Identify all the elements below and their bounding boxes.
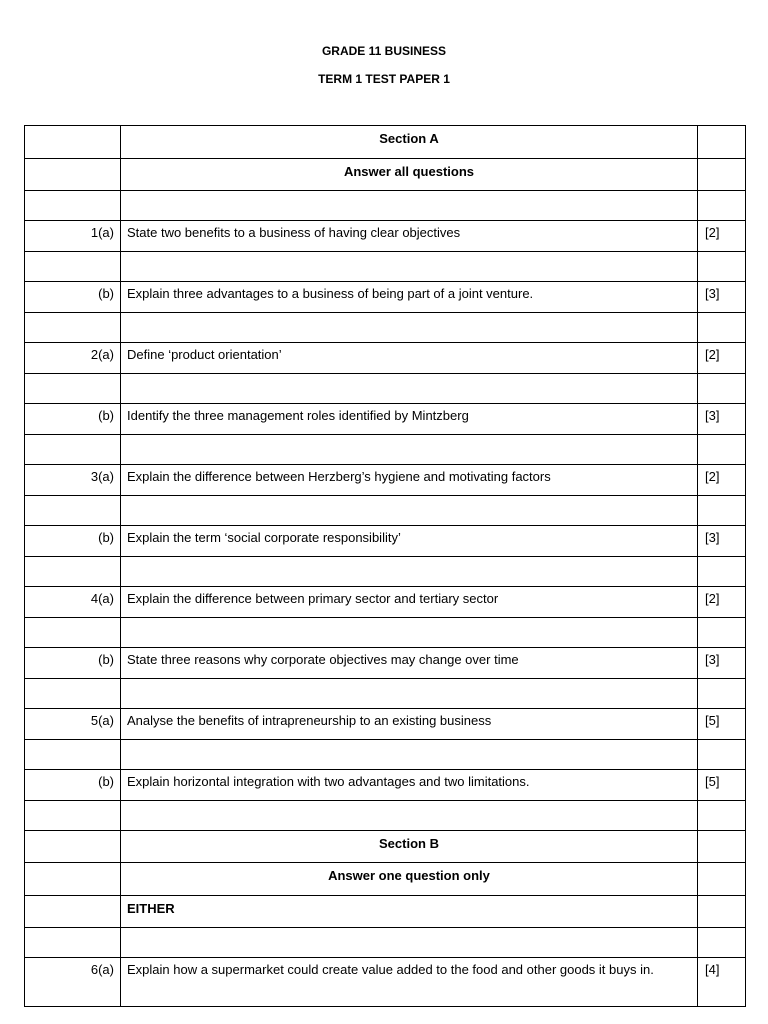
question-text: State two benefits to a business of having clear objectives	[121, 220, 698, 252]
empty-cell	[698, 435, 746, 465]
question-row	[25, 708, 746, 740]
question-number: (b)	[25, 525, 121, 557]
empty-cell	[121, 496, 698, 526]
empty-cell	[25, 928, 121, 958]
section-a-instruction: Answer all questions	[121, 158, 698, 191]
question-marks: [2]	[698, 464, 746, 496]
empty-cell	[25, 435, 121, 465]
empty-cell	[698, 863, 746, 896]
question-number: 4(a)	[25, 586, 121, 618]
empty-cell	[121, 679, 698, 709]
empty-cell	[25, 679, 121, 709]
empty-cell	[698, 830, 746, 863]
empty-cell	[698, 928, 746, 958]
question-row	[25, 525, 746, 557]
empty-cell	[698, 252, 746, 282]
question-number: 2(a)	[25, 342, 121, 374]
question-number: 3(a)	[25, 464, 121, 496]
question-number: 5(a)	[25, 708, 121, 740]
question-marks: [5]	[698, 708, 746, 740]
question-row	[25, 342, 746, 374]
question-text: Explain the difference between Herzberg’s hygiene and motivating factors	[121, 464, 698, 496]
question-text: Explain horizontal integration with two advantages and two limitations.	[121, 769, 698, 801]
question-row	[25, 281, 746, 313]
empty-cell	[121, 374, 698, 404]
empty-cell	[25, 740, 121, 770]
empty-cell	[25, 830, 121, 863]
question-row	[25, 586, 746, 618]
question-marks: [2]	[698, 586, 746, 618]
empty-cell	[25, 895, 121, 928]
question-marks: [3]	[698, 647, 746, 679]
table-row	[25, 863, 746, 896]
question-text: State three reasons why corporate objectives may change over time	[121, 647, 698, 679]
section-a-heading: Section A	[121, 126, 698, 159]
table-row	[25, 895, 746, 928]
empty-cell	[121, 928, 698, 958]
question-table	[24, 125, 746, 1007]
question-marks: [4]	[698, 957, 746, 1006]
empty-cell	[698, 557, 746, 587]
empty-cell	[25, 557, 121, 587]
table-row	[25, 158, 746, 191]
question-number: (b)	[25, 647, 121, 679]
empty-cell	[698, 496, 746, 526]
empty-cell	[25, 126, 121, 159]
question-number: (b)	[25, 403, 121, 435]
empty-cell	[121, 740, 698, 770]
spacer-row	[25, 313, 746, 343]
empty-cell	[121, 618, 698, 648]
empty-cell	[121, 252, 698, 282]
empty-cell	[25, 801, 121, 831]
empty-cell	[698, 374, 746, 404]
question-text: Explain the difference between primary sector and tertiary sector	[121, 586, 698, 618]
empty-cell	[121, 191, 698, 221]
empty-cell	[698, 618, 746, 648]
spacer-row	[25, 435, 746, 465]
question-marks: [3]	[698, 403, 746, 435]
empty-cell	[25, 158, 121, 191]
spacer-row	[25, 557, 746, 587]
question-row	[25, 464, 746, 496]
table-row	[25, 830, 746, 863]
question-marks: [2]	[698, 220, 746, 252]
question-row	[25, 403, 746, 435]
empty-cell	[698, 191, 746, 221]
question-text: Define ‘product orientation’	[121, 342, 698, 374]
question-row	[25, 647, 746, 679]
empty-cell	[25, 191, 121, 221]
question-text: Explain three advantages to a business of being part of a joint venture.	[121, 281, 698, 313]
empty-cell	[698, 895, 746, 928]
question-row	[25, 957, 746, 1006]
spacer-row	[25, 374, 746, 404]
spacer-row	[25, 618, 746, 648]
section-b-heading: Section B	[121, 830, 698, 863]
spacer-row	[25, 496, 746, 526]
spacer-row	[25, 252, 746, 282]
empty-cell	[25, 374, 121, 404]
spacer-row	[25, 740, 746, 770]
question-marks: [5]	[698, 769, 746, 801]
question-marks: [3]	[698, 281, 746, 313]
empty-cell	[121, 801, 698, 831]
question-text: Explain how a supermarket could create value added to the food and other goods it buys in.	[121, 957, 698, 1006]
either-label: EITHER	[121, 895, 698, 928]
empty-cell	[121, 313, 698, 343]
question-marks: [2]	[698, 342, 746, 374]
spacer-row	[25, 928, 746, 958]
empty-cell	[25, 496, 121, 526]
empty-cell	[25, 618, 121, 648]
empty-cell	[25, 863, 121, 896]
question-number: 6(a)	[25, 957, 121, 1006]
question-marks: [3]	[698, 525, 746, 557]
paper-title: GRADE 11 BUSINESS	[321, 44, 447, 58]
empty-cell	[698, 158, 746, 191]
question-text: Analyse the benefits of intrapreneurship to an existing business	[121, 708, 698, 740]
empty-cell	[25, 252, 121, 282]
question-number: (b)	[25, 769, 121, 801]
question-number: 1(a)	[25, 220, 121, 252]
empty-cell	[698, 679, 746, 709]
empty-cell	[121, 557, 698, 587]
spacer-row	[25, 801, 746, 831]
question-number: (b)	[25, 281, 121, 313]
spacer-row	[25, 191, 746, 221]
question-row	[25, 769, 746, 801]
empty-cell	[698, 801, 746, 831]
empty-cell	[25, 313, 121, 343]
section-b-instruction: Answer one question only	[121, 863, 698, 896]
question-row	[25, 220, 746, 252]
paper-subtitle: TERM 1 TEST PAPER 1	[318, 72, 450, 86]
empty-cell	[698, 313, 746, 343]
question-text: Explain the term ‘social corporate responsibility’	[121, 525, 698, 557]
empty-cell	[121, 435, 698, 465]
question-text: Identify the three management roles identified by Mintzberg	[121, 403, 698, 435]
spacer-row	[25, 679, 746, 709]
empty-cell	[698, 126, 746, 159]
table-row	[25, 126, 746, 159]
empty-cell	[698, 740, 746, 770]
